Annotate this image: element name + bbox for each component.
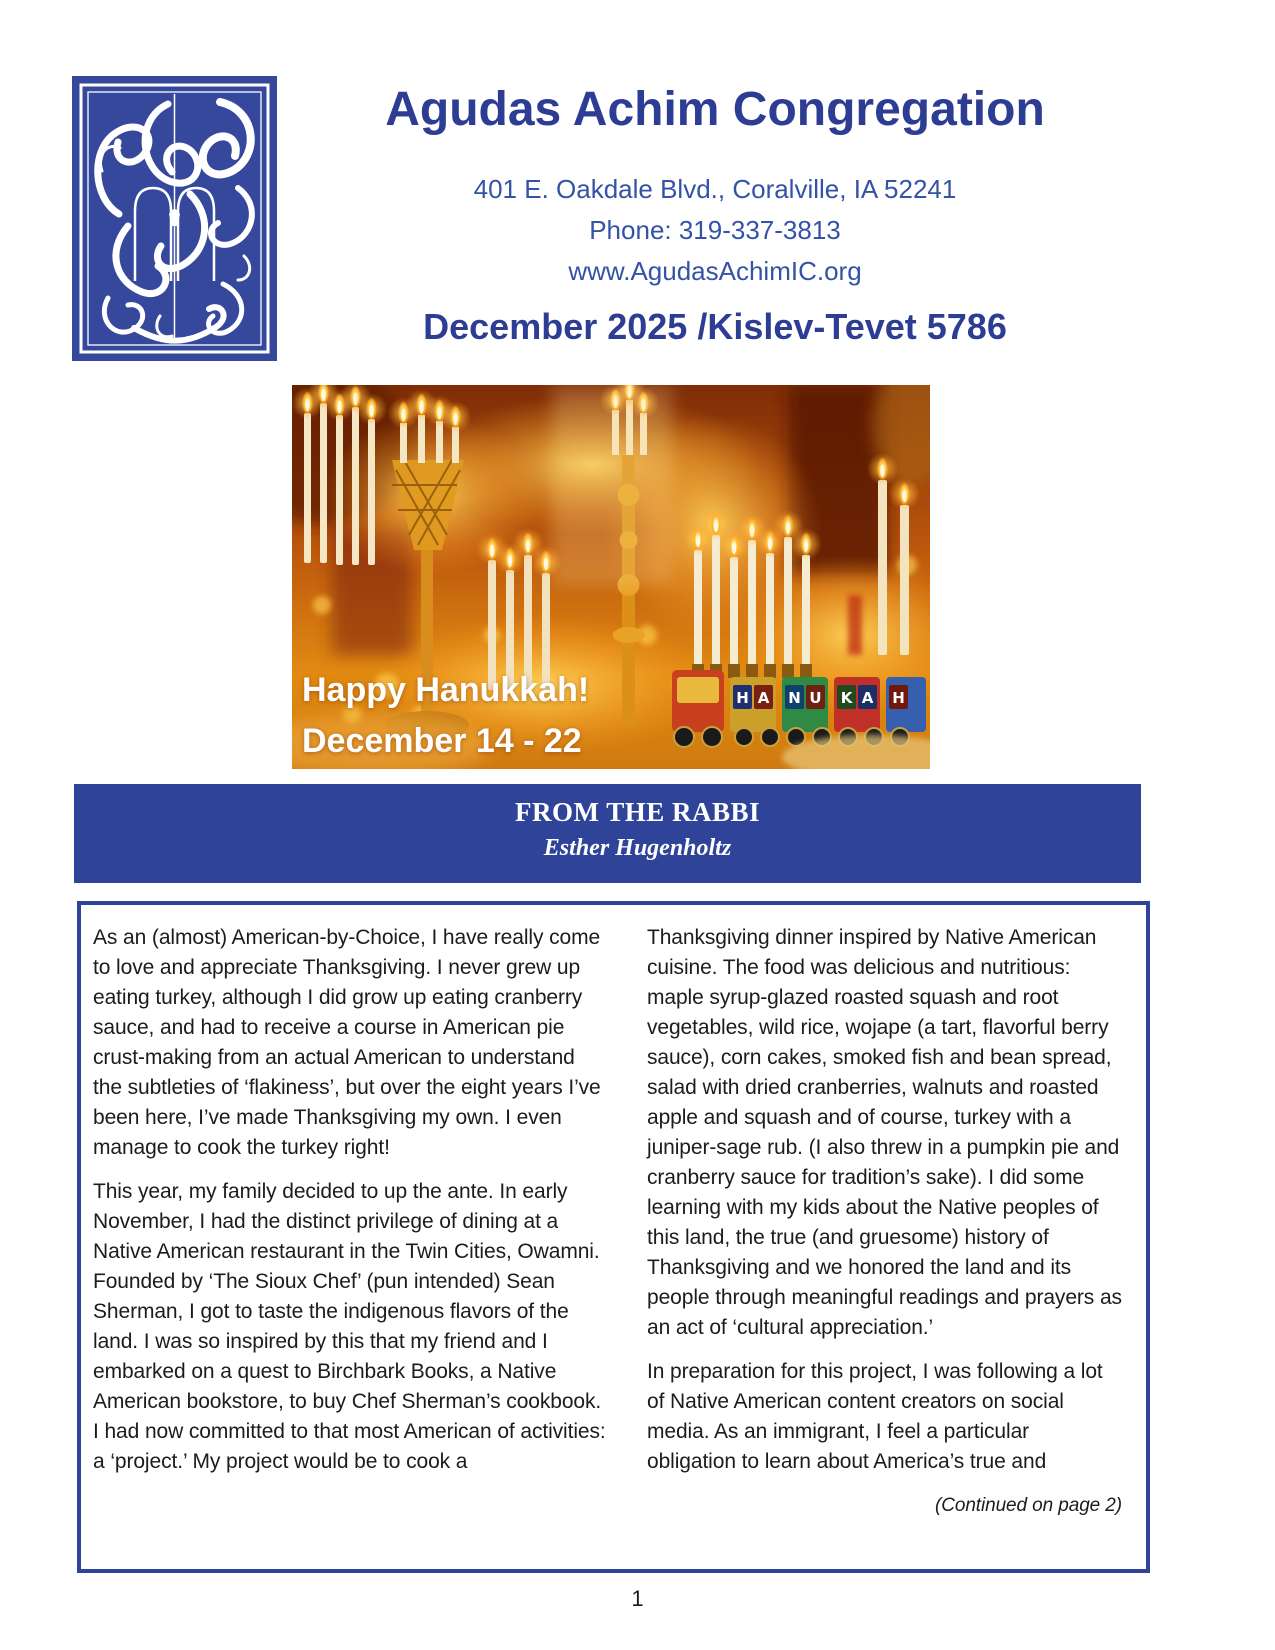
page-title: Agudas Achim Congregation: [385, 83, 1045, 136]
masthead: [282, 84, 1148, 348]
article-column-right: [647, 923, 1122, 1569]
train-letter: A: [861, 689, 874, 707]
issue-date: December 2025 /Kislev-Tevet 5786: [423, 305, 1007, 347]
website-line: www.AgudasAchimIC.org: [568, 255, 862, 286]
address-line: 401 E. Oakdale Blvd., Coralville, IA 52241: [473, 173, 957, 204]
hero-dates: December 14 - 22: [302, 722, 582, 760]
banner-author: Esther Hugenholtz: [543, 835, 732, 861]
article-paragraph: Thanksgiving dinner inspired by Native American cuisine. The food was delicious and nutritious: maple syrup-glazed roasted squash and root vegetables, wild rice, wojape (a tart, flavorful berry sauce), corn cakes, smoked fish and bean spread, salad with dried cranberries, walnuts and roasted apple and squash and of course, turkey with a juniper-sage rub. (I also threw in a pumpkin pie and cranberry sauce for tradition’s sake). I did some learning with my kids about the Native peoples of this land, the true (and gruesome) history of Thanksgiving and we honored the land and its people through meaningful readings and prayers as an act of ‘cultural appreciation.’: [647, 926, 1122, 1339]
photo-caption: [302, 665, 589, 767]
train-letter: N: [788, 689, 801, 707]
hanukkah-candles-photo: [292, 385, 930, 769]
train-letter: H: [736, 689, 749, 707]
train-letter: K: [840, 689, 853, 707]
continued-note: (Continued on page 2): [935, 1495, 1122, 1516]
hero-greeting: Happy Hanukkah!: [302, 671, 590, 709]
section-banner: [74, 784, 1141, 883]
congregation-logo-icon: [72, 76, 277, 361]
phone-line: Phone: 319-337-3813: [589, 214, 841, 245]
train-letter: H: [892, 689, 905, 707]
banner-title: FROM THE RABBI: [514, 797, 761, 827]
article-paragraph: This year, my family decided to up the ante. In early November, I had the distinct privilege of dining at a Native American restaurant in the Twin Cities, Owamni. Founded by ‘The Sioux Chef’ (pun intended) Sean Sherman, I got to taste the indigenous flavors of the land. I was so inspired by this that my friend and I embarked on a quest to Birchbark Books, a Native American bookstore, to buy Chef Sherman’s cookbook. I had now committed to that most American of activities: a ‘project.’ My project would be to cook a: [93, 1180, 606, 1473]
page-number: 1: [631, 1586, 644, 1611]
article-paragraph: As an (almost) American-by-Choice, I have really come to love and appreciate Thanksgiving. I never grew up eating turkey, although I did grow up eating cranberry sauce, and had to receive a course in American pie crust-making from an actual American to understand the subtleties of ‘flakiness’, but over the eight years I’ve been here, I’ve made Thanksgiving my own. I even manage to cook the turkey right!: [93, 926, 601, 1159]
train-letter: U: [809, 689, 822, 707]
article-box: [77, 901, 1150, 1573]
article-column-left: [93, 923, 609, 1569]
train-letter: A: [757, 689, 770, 707]
article-paragraph: In preparation for this project, I was following a lot of Native American content creators on social media. As an immigrant, I feel a particular obligation to learn about America’s true and: [647, 1360, 1103, 1473]
